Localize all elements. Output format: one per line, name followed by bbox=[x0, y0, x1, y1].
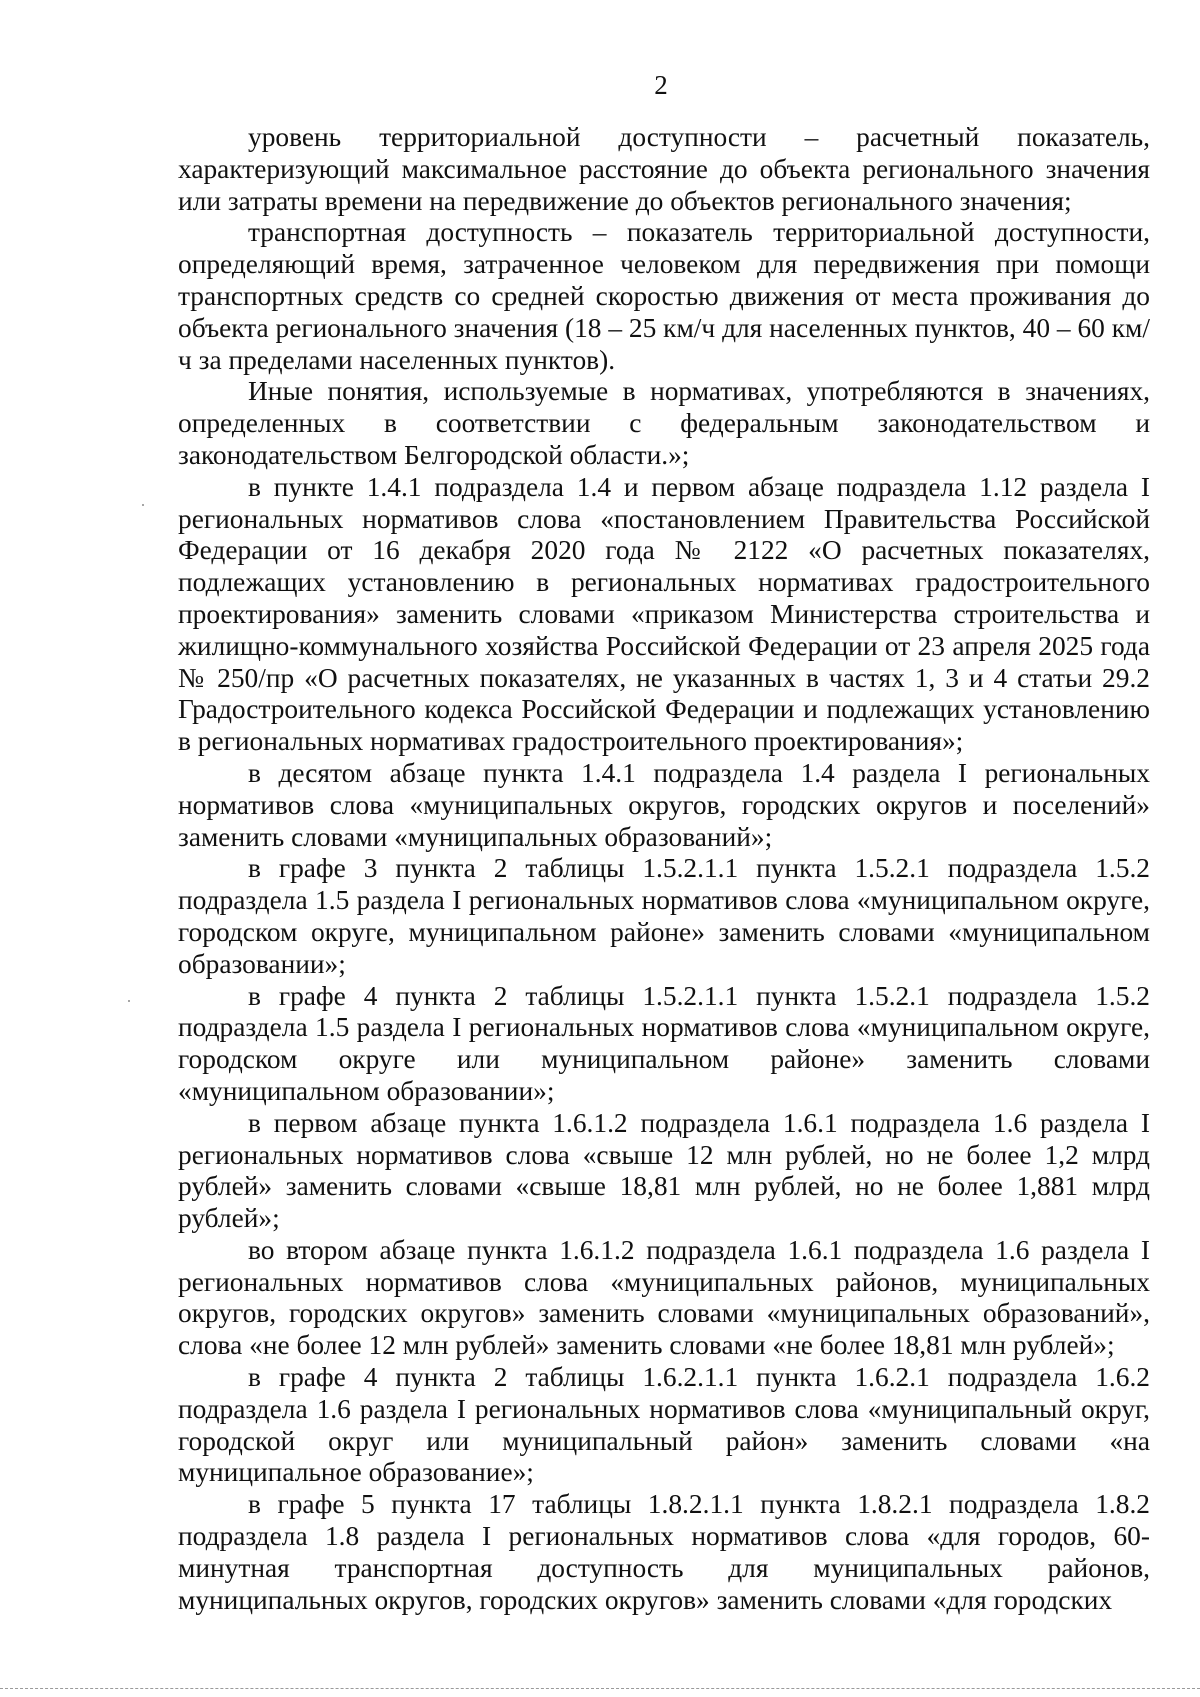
paragraph-amendment-column-4-table-1-5: в графе 4 пункта 2 таблицы 1.5.2.1.1 пункта 1.5.2.1 подраздела 1.5.2 подраздела 1.5 раздела I региональных нормативов слова «муниципальном округе, городском округе или муниципальном районе» заменить словами «муниципальном образовании»; bbox=[178, 980, 1150, 1106]
paragraph-transport-accessibility: транспортная доступность – показатель территориальной доступности, определяющий время, затраченное человеком для передвижения при помощи транспортных средств со средней скоростью движения от места проживания до объекта регионального значения (18 – 25 км/ч для населенных пунктов, 40 – 60 км/ч за пределами населенных пунктов). bbox=[178, 217, 1150, 375]
paragraph-amendment-first-abzats-1-6-1-2: в первом абзаце пункта 1.6.1.2 подраздела 1.6.1 подраздела 1.6 раздела I региональных нормативов слова «свыше 12 млн рублей, но не более 1,2 млрд рублей» заменить словами «свыше 18,81 млн рублей, но не более 1,881 млрд рублей»; bbox=[178, 1107, 1150, 1234]
scan-speck bbox=[128, 1000, 130, 1002]
scan-speck bbox=[142, 504, 144, 506]
paragraph-other-terms: Иные понятия, используемые в нормативах, употребляются в значениях, определенных в соответствии с федеральным законодательством и законодательством Белгородской области.»; bbox=[178, 376, 1150, 470]
scan-bottom-edge bbox=[0, 1688, 1200, 1689]
page-number: 2 bbox=[654, 70, 668, 100]
paragraph-amendment-column-3-table-1-5: в графе 3 пункта 2 таблицы 1.5.2.1.1 пункта 1.5.2.1 подраздела 1.5.2 подраздела 1.5 раздела I региональных нормативов слова «муниципальном округе, городском округе, муниципальном районе» заменить словами «муниципальном образовании»; bbox=[178, 853, 1150, 979]
paragraph-amendment-tenth-abzats: в десятом абзаце пункта 1.4.1 подраздела 1.4 раздела I региональных нормативов слова «муниципальных округов, городских округов и поселений» заменить словами «муниципальных образований»; bbox=[178, 757, 1150, 852]
paragraph-amendment-column-5-table-1-8: в графе 5 пункта 17 таблицы 1.8.2.1.1 пункта 1.8.2.1 подраздела 1.8.2 подраздела 1.8 раздела I региональных нормативов слова «для городов, 60-минутная транспортная доступность для муниципальных районов, муниципальных округов, городских округов» заменить словами «для городских bbox=[178, 1489, 1150, 1615]
document-body bbox=[178, 122, 1150, 1616]
paragraph-territorial-accessibility: уровень территориальной доступности – расчетный показатель, характеризующий максимальное расстояние до объекта регионального значения или затраты времени на передвижение до объектов регионального значения; bbox=[178, 122, 1150, 216]
paragraph-amendment-column-4-table-1-6: в графе 4 пункта 2 таблицы 1.6.2.1.1 пункта 1.6.2.1 подраздела 1.6.2 подраздела 1.6 раздела I региональных нормативов слова «муниципальный округ, городской округ или муниципальный район» заменить словами «на муниципальное образование»; bbox=[178, 1362, 1150, 1488]
paragraph-amendment-1-4-1: в пункте 1.4.1 подраздела 1.4 и первом абзаце подраздела 1.12 раздела I региональных нормативов слова «постановлением Правительства Российской Федерации от 16 декабря 2020 года № 2122 «О расчетных показателях, подлежащих установлению в региональных нормативах градостроительного проектирования» заменить словами «приказом Министерства строительства и жилищно-коммунального хозяйства Российской Федерации от 23 апреля 2025 года № 250/пр «О расчетных показателях, не указанных в частях 1, 3 и 4 статьи 29.2 Градостроительного кодекса Российской Федерации и подлежащих установлению в региональных нормативах градостроительного проектирования»; bbox=[178, 471, 1150, 757]
paragraph-amendment-second-abzats-1-6-1-2: во втором абзаце пункта 1.6.1.2 подраздела 1.6.1 подраздела 1.6 раздела I региональных нормативов слова «муниципальных районов, муниципальных округов, городских округов» заменить словами «муниципальных образований», слова «не более 12 млн рублей» заменить словами «не более 18,81 млн рублей»; bbox=[178, 1234, 1150, 1361]
